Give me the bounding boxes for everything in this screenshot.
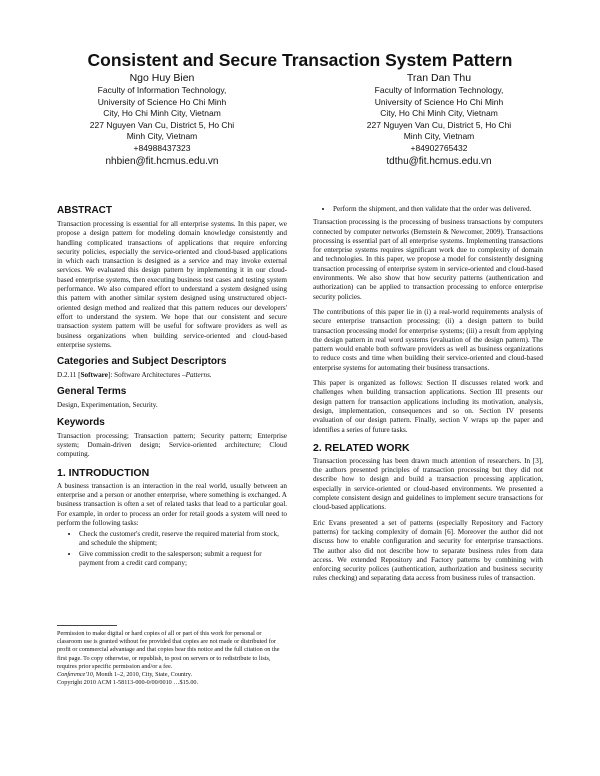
right-column [313, 205, 543, 590]
conference-details: , Month 1–2, 2010, City, State, Country. [92, 671, 193, 679]
author-name: Ngo Huy Bien [129, 72, 195, 84]
task-list-item: • Perform the shipment, and then validate that the order was delivered. [333, 205, 543, 214]
category-bold: Software [80, 371, 108, 380]
author-affiliation-line: 227 Nguyen Van Cu, District 5, Ho Chi [89, 119, 235, 130]
author-block [47, 72, 277, 169]
category-italic: Patterns. [185, 371, 212, 380]
copyright-line: Copyright 2010 ACM 1-58113-000-0/00/0010 …$15.00. [57, 679, 199, 687]
author-affiliation-line: Minh City, Vietnam [403, 131, 475, 141]
author-phone: +84902765432 [410, 142, 468, 153]
task-list [57, 530, 287, 568]
introduction-heading: 1. INTRODUCTION [57, 466, 150, 479]
categories-text [57, 371, 287, 380]
footnote-rule [57, 625, 117, 626]
author-affiliation-line: City, Ho Chi Minh City, Vietnam [103, 108, 221, 118]
category-code: D.2.11 [ [57, 371, 81, 380]
author-affiliation-line: Minh City, Vietnam [126, 131, 198, 141]
left-column [57, 205, 287, 569]
author-affiliation-line: University of Science Ho Chi Minh [374, 96, 504, 107]
introduction-paragraph: The contributions of this paper lie in (i) a real-world requirements analysis of secure enterprise transaction processing; (ii) a design pattern to build transaction processing model for enterprise systems; (iii) a result from applying the design pattern in real word systems (evaluation of the design pattern). The pattern would enable both software providers as well as business organizations to reduce costs and time when building their service-oriented and cloud-based enterprise systems for automating their business transactions. [313, 307, 543, 372]
author-block [324, 72, 554, 169]
task-list-item: • Check the customer's credit, reserve the required material from stock, and schedule the shipment; [79, 530, 287, 549]
task-list-item: • Give commission credit to the salesperson; submit a request for payment from a credit card company; [79, 550, 287, 569]
conference-line [57, 671, 287, 679]
introduction-paragraph: A business transaction is an interaction in the real world, usually between an enterprise and a person or another enterprise, where something is exchanged. A business transaction is often a set of related tasks that lead to a particular goal. For example, in order to process an order for retail goods a system will need to perform the following tasks: [57, 481, 287, 527]
permission-text: Permission to make digital or hard copies of all or part of this work for personal or classroom use is granted without fee provided that copies are not made or distributed for profit or commercial advantage and that copies bear this notice and the full citation on the first page. To copy otherwise, or republish, to post on servers or to redistribute to lists, requires prior specific permission and/or a fee. [57, 630, 280, 670]
related-work-paragraph: Transaction processing has been drawn much attention of researchers. In [3], the authors presented principles of transaction processing but they did not describe how to design and build a transaction processing application, especially in service-oriented or cloud-based environments. We presented a complete consistent design and guidelines to implement secure transactions for cloud-based applications. [313, 456, 543, 512]
related-work-paragraph: Eric Evans presented a set of patterns (especially Repository and Factory patterns) for tacking complexity of domain [6]. Moreover the author did not discuss how to enable configuration and security for enterprise transactions. The author also did not describe how to separate business rules from data access. We extended Repository and Factory patterns by combining with enforcing security polices (authentication, authorization and business security rules checking) and separating data access from business rules of transaction. [313, 518, 543, 583]
introduction-paragraph: Transaction processing is the processing of business transactions by computers connected by computer networks (Bernstein & Newcomer, 2009). Transactions processing is essential part of all enterprise systems. Implementing transactions for enterprise systems requires significant work due to complexity of domain and technologies. In this paper, we propose a model for consistently designing transaction processing of enterprise system in service-oriented and cloud-based environments. We also show that how security patterns (authentication and authorization) can be applied to transaction processing to enforce enterprise security policies. [313, 218, 543, 301]
keywords-text: Transaction processing; Transaction pattern; Security pattern; Enterprise system; Domain-driven design; Service-oriented architecture; Cloud computing. [57, 431, 287, 459]
author-affiliation-line: City, Ho Chi Minh City, Vietnam [380, 108, 498, 118]
abstract-text: Transaction processing is essential for all enterprise systems. In this paper, we propose a design pattern for modeling domain knowledge consistently and handling complicated transactions of applications that require enforcing security policies, especially the service-oriented and cloud-based applications in which each transaction is designed as a service and may invoke external services. We evaluated this design pattern by implementing it in our cloud-based enterprise systems, then executing business test cases and testing system performance. We also compared effort to understand a system designed using this pattern with another similar system designed using unstructured object-oriented design method and realized that this pattern reduces our developers' effort to understand the system. We hope that our consistent and secure transaction system pattern will be useful for software providers as well as business organizations when building service-oriented and cloud-based enterprise systems. [57, 220, 287, 349]
task-list-continued [313, 205, 543, 214]
author-name: Tran Dan Thu [406, 72, 472, 84]
conference-name: Conference'10 [57, 671, 93, 679]
author-affiliation-line: University of Science Ho Chi Minh [97, 96, 227, 107]
category-rest: ]: Software Architectures – [107, 371, 186, 380]
general-terms-heading: General Terms [57, 386, 127, 398]
keywords-heading: Keywords [57, 416, 105, 428]
author-email: nhbien@fit.hcmus.edu.vn [105, 156, 219, 167]
author-phone: +84988437323 [133, 142, 191, 153]
paper-title: Consistent and Secure Transaction System Pattern [87, 50, 513, 70]
introduction-paragraph: This paper is organized as follows: Section II discusses related work and challenges when building transaction applications. Section III presents our design pattern for transaction applications including its motivation, analysis, design, implementation, consequences and so on. Section IV presents evaluation of our design pattern. Finally, section V wraps up the paper and identifies a series of future tasks. [313, 379, 543, 434]
author-affiliation-line: Faculty of Information Technology, [97, 85, 227, 95]
general-terms-text: Design, Experimentation, Security. [57, 401, 158, 410]
author-affiliation-line: Faculty of Information Technology, [374, 85, 504, 95]
author-email: tdthu@fit.hcmus.edu.vn [386, 156, 492, 167]
author-affiliation-line: 227 Nguyen Van Cu, District 5, Ho Chi [366, 119, 512, 130]
related-work-heading: 2. RELATED WORK [313, 441, 410, 454]
permission-notice [57, 630, 287, 687]
categories-heading: Categories and Subject Descriptors [57, 356, 227, 368]
abstract-heading: ABSTRACT [57, 205, 112, 216]
